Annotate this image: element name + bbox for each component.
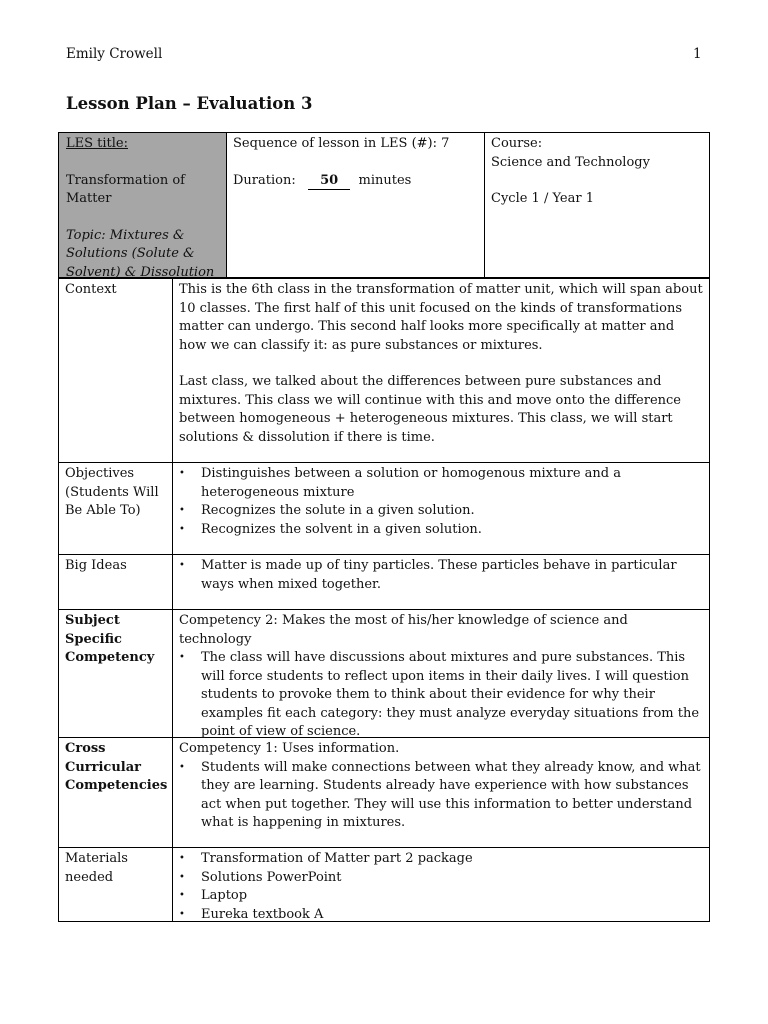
materials-content	[173, 848, 709, 921]
context-row	[59, 278, 709, 462]
materials-row	[59, 847, 709, 921]
les-title-line2: Matter	[66, 191, 112, 206]
objectives-label-line1: Objectives	[65, 466, 135, 481]
big-idea-item: • Matter is made up of tiny particles. These particles behave in particular ways when mixed together.	[179, 557, 703, 594]
page-number: 1	[693, 46, 702, 62]
cross-curricular-title: Competency 1: Uses information.	[179, 741, 400, 756]
course-cell	[485, 133, 709, 277]
topic-line1: Topic: Mixtures &	[66, 227, 185, 243]
les-title-line1: Transformation of	[66, 172, 185, 188]
materials-label-line1: Materials	[65, 851, 128, 866]
objective-item: • Recognizes the solvent in a given solution.	[179, 521, 703, 540]
objective-item: • Distinguishes between a solution or homogenous mixture and a heterogeneous mixture	[179, 465, 703, 502]
subject-competency-label-line1: Subject	[65, 613, 120, 628]
materials-label-line2: needed	[65, 869, 114, 885]
cross-curricular-content	[173, 738, 709, 847]
materials-label	[59, 848, 173, 921]
document-title: Lesson Plan – Evaluation 3	[66, 94, 313, 113]
duration-label: Duration:	[233, 172, 296, 188]
objectives-label-line3: Be Able To)	[65, 503, 141, 518]
cross-curricular-label-line2: Curricular	[65, 759, 142, 775]
cross-curricular-row	[59, 737, 709, 847]
big-ideas-label: Big Ideas	[59, 555, 173, 609]
cross-curricular-item: • Students will make connections between what they already know, and what they are learning. Students already have experience with how substances act when put together. They will use this information to better understand what is happening in mixtures.	[179, 759, 703, 833]
cross-curricular-label-line1: Cross	[65, 741, 106, 756]
context-paragraph-2: Last class, we talked about the differences between pure substances and mixtures. This class we will continue with this and move onto the difference between homogeneous + heterogeneous mixtures. This class, we will start solutions & dissolution if there is time.	[179, 374, 681, 445]
objectives-label	[59, 463, 173, 554]
lesson-plan-table	[58, 278, 710, 922]
cross-curricular-label	[59, 738, 173, 847]
sequence-label: Sequence of lesson in LES (#): 7	[233, 136, 450, 151]
subject-competency-content	[173, 610, 709, 737]
topic-line3: Solvent) & Dissolution	[66, 264, 215, 280]
context-label: Context	[59, 279, 173, 462]
material-item: • Transformation of Matter part 2 package	[179, 850, 703, 869]
material-item: • Eureka textbook A	[179, 906, 703, 925]
course-label: Course:	[491, 136, 543, 151]
objectives-content	[173, 463, 709, 554]
lesson-header-table	[58, 132, 710, 278]
duration-line	[233, 172, 478, 191]
sequence-cell	[227, 133, 485, 277]
subject-competency-label	[59, 610, 173, 737]
cycle-year: Cycle 1 / Year 1	[491, 191, 594, 206]
cross-curricular-label-line3: Competencies	[65, 778, 168, 793]
topic-line2: Solutions (Solute &	[66, 246, 195, 261]
subject-competency-item: • The class will have discussions about mixtures and pure substances. This will force students to reflect upon items in their daily lives. I will question students to provoke them to think about their evidence for why their examples fit each category: they must analyze everyday situations from the point of view of science.	[179, 649, 703, 742]
subject-competency-row	[59, 609, 709, 737]
context-content	[173, 279, 709, 462]
duration-unit: minutes	[358, 172, 412, 188]
material-item: • Laptop	[179, 887, 703, 906]
les-title-label: LES title:	[66, 136, 128, 151]
big-ideas-row	[59, 554, 709, 609]
objectives-row	[59, 462, 709, 554]
objective-item: • Recognizes the solute in a given solution.	[179, 502, 703, 521]
subject-competency-label-line3: Competency	[65, 650, 155, 665]
objectives-label-line2: (Students Will	[65, 484, 159, 500]
les-title-cell	[59, 133, 227, 280]
author-name: Emily Crowell	[66, 46, 163, 62]
subject-competency-label-line2: Specific	[65, 631, 122, 647]
subject-competency-title: Competency 2: Makes the most of his/her knowledge of science and technology	[179, 613, 628, 647]
big-ideas-content	[173, 555, 709, 609]
material-item: • Solutions PowerPoint	[179, 869, 703, 888]
course-value: Science and Technology	[491, 154, 650, 170]
duration-value: 50	[308, 173, 350, 190]
context-paragraph-1: This is the 6th class in the transformation of matter unit, which will span about 10 classes. The first half of this unit focused on the kinds of transformations matter can undergo. This second half looks more specifically at matter and how we can classify it: as pure substances or mixtures.	[179, 282, 703, 353]
